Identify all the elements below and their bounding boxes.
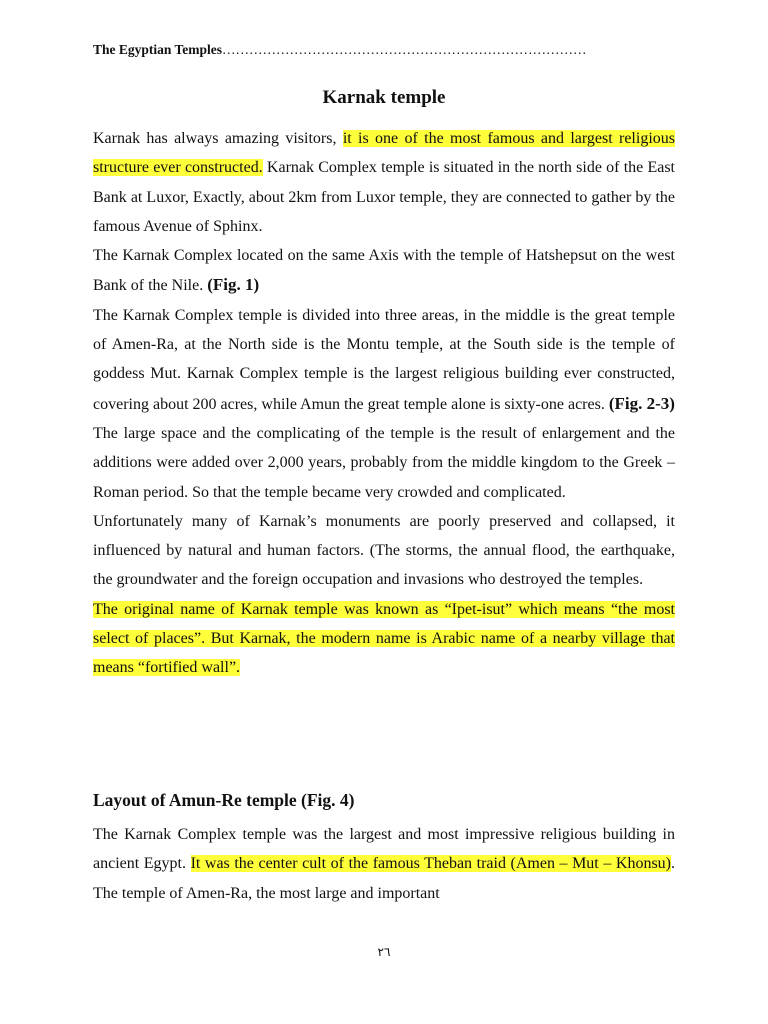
paragraph-axis (93, 241, 675, 301)
figure-reference: (Fig. 2-3) (608, 393, 675, 413)
highlighted-text: The original name of Karnak temple was known as “Ipet-isut” which means “the most select of places”. But Karnak, the modern name is Arabic name of a nearby village that means “fortified wall”. (93, 600, 675, 677)
page-title: Karnak temple (322, 87, 446, 108)
paragraph-text: The Karnak Complex located on the same Axis with the temple of Hatshepsut on the west Bank of the Nile. (93, 247, 675, 295)
paragraph-text: The Karnak Complex temple is divided into three areas, in the middle is the great temple of Amen-Ra, at the North side is the Montu temple, at the South side is the temple of goddess Mut. Karnak Complex temple is the largest religious building ever constructed, covering about 200 acres, while Amun the great temple alone is sixty-one acres. (93, 306, 675, 413)
paragraph-text: . The temple of Amen-Ra, the most large and important (93, 855, 676, 902)
paragraph-text: The Karnak Complex temple was the largest and most impressive religious building in ancient Egypt. (93, 826, 675, 873)
running-header (93, 42, 693, 58)
header-dots: ……………………………………………………………………… (222, 42, 587, 57)
main-body (93, 124, 675, 683)
paragraph-layout (93, 820, 675, 908)
highlighted-text: it is one of the most famous and largest religious structure ever constructed. (93, 130, 675, 177)
paragraph-original-name (93, 595, 675, 683)
paragraph-text: Karnak Complex temple is situated in the north side of the East Bank at Luxor, Exactly, about 2km from Luxor temple, they are connected to gather by the famous Avenue of Sphinx. (93, 159, 676, 235)
page-number: ٢٦ (377, 945, 391, 959)
paragraph-text: Karnak has always amazing visitors, (93, 130, 343, 147)
paragraph-areas (93, 301, 675, 419)
paragraph-intro (93, 124, 675, 241)
section-body (93, 820, 675, 908)
paragraph-preservation: Unfortunately many of Karnak’s monuments are poorly preserved and collapsed, it influenced by natural and human factors. (The storms, the annual flood, the earthquake, the groundwater and the foreign occupation and invasions who destroyed the temples. (93, 512, 675, 589)
header-title: The Egyptian Temples (93, 42, 223, 57)
figure-reference: (Fig. 1) (207, 275, 260, 295)
section-heading: Layout of Amun-Re temple (Fig. 4) (93, 790, 355, 810)
paragraph-enlargement: The large space and the complicating of the temple is the result of enlargement and the additions were added over 2,000 years, probably from the middle kingdom to the Greek – Roman period. So that the temple became very crowded and complicated. (93, 424, 675, 501)
highlighted-text: It was the center cult of the famous Theban traid (Amen – Mut – Khonsu) (190, 855, 672, 873)
